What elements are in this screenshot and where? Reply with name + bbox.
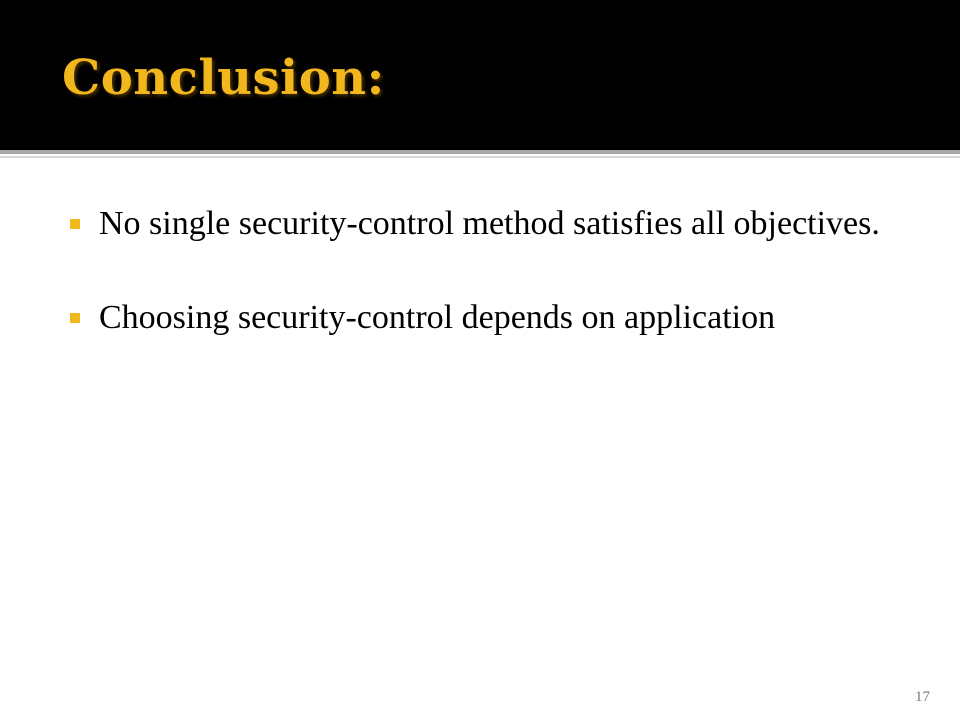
square-bullet-icon	[70, 219, 80, 229]
bullet-item	[62, 296, 882, 340]
title-divider	[0, 150, 960, 154]
bullet-list	[62, 202, 882, 390]
slide-title: Conclusion:	[62, 50, 385, 106]
square-bullet-icon	[70, 313, 80, 323]
bullet-text: No single security-control method satisfies all objectives.	[99, 205, 880, 242]
bullet-item	[62, 202, 882, 246]
title-divider-secondary	[0, 156, 960, 158]
page-number: 17	[915, 689, 930, 705]
bullet-text: Choosing security-control depends on application	[99, 299, 776, 336]
